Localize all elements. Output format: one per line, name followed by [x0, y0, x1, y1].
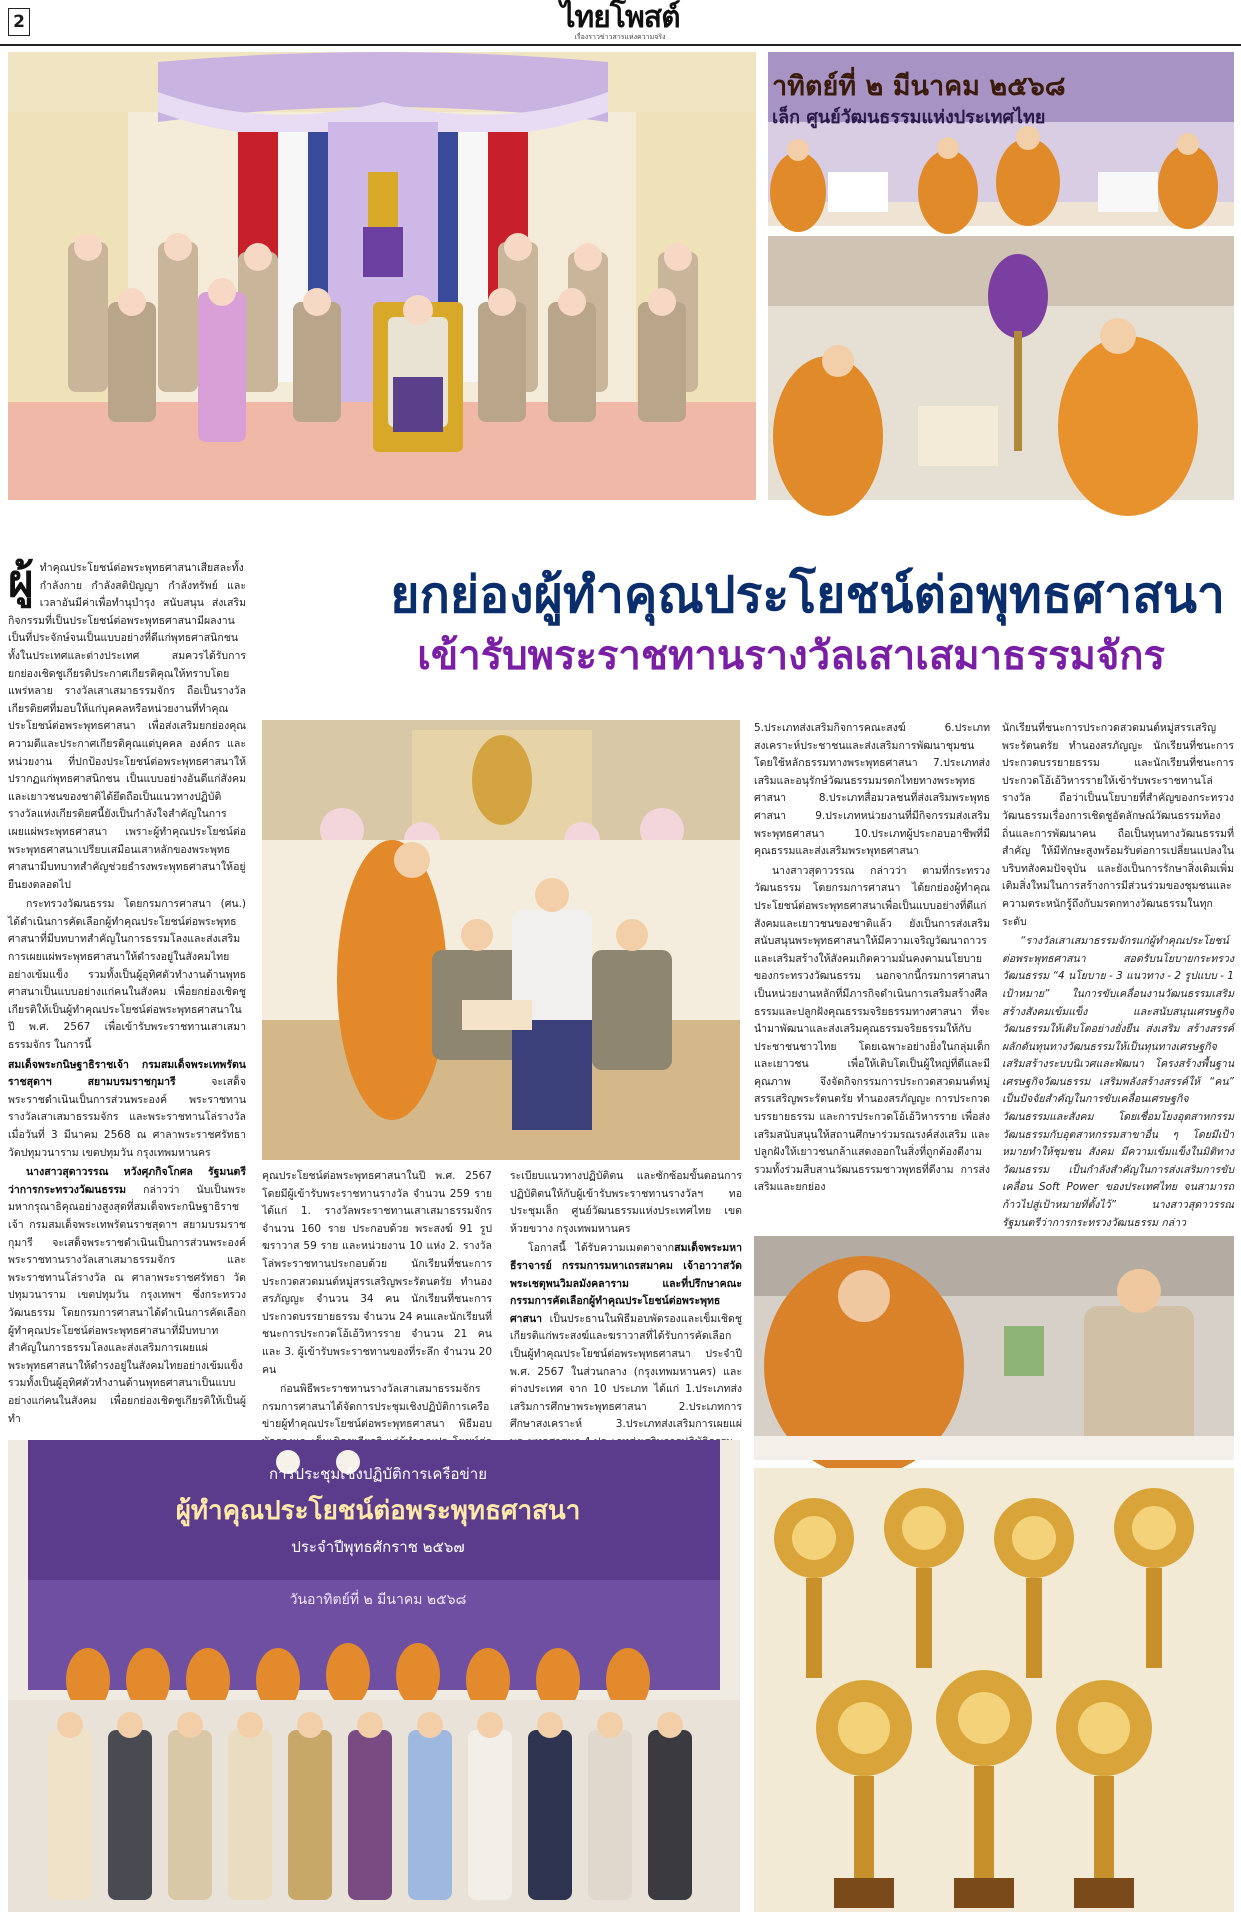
- banner-line1: การประชุมเชิงปฏิบัติการเครือข่าย: [268, 1465, 487, 1483]
- article-paragraph: คุณประโยชน์ต่อพระพุทธศาสนาในปี พ.ศ. 2567 โดยมีผู้เข้ารับพระราชทานรางวัล จำนวน 259 ราย ได้แก่ 1. รางวัลพระราชทานเสาเสมาธรรมจักร จำนวน 160 ราย ประกอบด้วย พระสงฆ์ 91 รูป ฆราวาส 59 ราย และหน่วยงาน 10 แห่ง 2. รางวัลโล่พระราชทานประกอบด้วย นักเรียนที่ชนะการประกวดสวดมนต์หมู่สรรเสริญพระรัตนตรัย ทำนองสรภัญญะ จำนวน 34 คน นักเรียนที่ชนะการประกวดบรรยายธรรม จำนวน 24 คนและนักเรียนที่ชนะการประกวดโอ้เอ้วิหารราย จำนวน 21 คน และ 3. ผู้เข้ารับพระราชทานของที่ระลึก จำนวน 20 คน: [262, 1170, 492, 1376]
- article-bold-royal-title: สมเด็จพระกนิษฐาธิราชเจ้า กรมสมเด็จพระเทพรัตนราชสุดาฯ สยามบรมราชกุมารี: [8, 1058, 246, 1089]
- article-paragraph: โอกาสนี้ ได้รับความเมตตาจาก: [528, 1242, 675, 1255]
- photo-award-presentation: [262, 720, 740, 1160]
- headline-line1: ยกย่องผู้ทำคุณประโยชน์ต่อพุทธศาสนา: [390, 566, 1225, 624]
- dropcap: ผู้: [8, 556, 34, 607]
- article-paragraph: นักเรียนที่ชนะการประกวดสวดมนต์หมู่สรรเสริญพระรัตนตรัย ทำนองสรภัญญะ นักเรียนที่ชนะการประกวดบรรยายธรรม และนักเรียนที่ชนะการประกวดโอ้เอ้วิหารรายให้เข้ารับพระราชทานโล่รางวัล ถือว่าเป็นนโยบายที่สำคัญของกระทรวงวัฒนธรรมเรื่องการเชิดชูอัตลักษณ์วัฒนธรรมท้องถิ่นและการพัฒนาคน ถือเป็นทุนทางวัฒนธรรมที่สำคัญ ให้มีทักษะสูงพร้อมรับต่อการเปลี่ยนแปลงในบริบทสังคมปัจจุบัน และยังเป็นการรักษาสิ่งเดิมเพิ่มเติมสิ่งใหม่ในการสร้างการมีส่วนร่วมของชุมชนและความตระหนักรู้ถึงกับมรดกทางวัฒนธรรมในทุกระดับ: [1002, 722, 1234, 928]
- article-quote: “รางวัลเสาเสมาธรรมจักรแก่ผู้ทำคุณประโยชน์ต่อพระพุทธศาสนา สอดรับนโยบายกระทรวงวัฒนธรรม “4 นโยบาย - 3 แนวทาง - 2 รูปแบบ - 1 เป้าหมาย” ในการขับเคลื่อนงานวัฒนธรรมเสริมสร้างสังคมเข้มแข็ง และสนับสนุนเศรษฐกิจวัฒนธรรมให้เติบโตอย่างยั่งยืน ส่งเสริม สร้างสรรค์ ผลักดันทุนทางวัฒนธรรมให้เป็นทุนทางเศรษฐกิจ เสริมสร้างระบบนิเวศและพัฒนา โครงสร้างพื้นฐานเศรษฐกิจวัฒนธรรม เสริมพลังสร้างสรรค์ให้ “คน” เป็นปัจจัยสำคัญในการขับเคลื่อนเศรษฐกิจวัฒนธรรมและสังคม โดยเชื่อมโยงอุตสาหกรรมวัฒนธรรมกับอุตสาหกรรมสาขาอื่น ๆ โดยมีเป้าหมายทำให้ชุมชน สังคม มีความเข้มแข็งในมิติทางวัฒนธรรม เป็นกำลังสำคัญในการส่งเสริมการขับเคลื่อน Soft Power ของประเทศไทย จนสามารถก้าวไปสู่เป้าหมายที่ตั้งไว้” นางสาวสุดาวรรณ รัฐมนตรีว่าการกระทรวงวัฒนธรรม กล่าว: [1002, 935, 1234, 1229]
- article-column-1: [8, 556, 246, 1562]
- article-column-2: [262, 1168, 492, 1430]
- masthead: [540, 2, 700, 43]
- article-paragraph: ทำคุณประโยชน์ต่อพระพุทธศาสนาเสียสละทั้งกำลังกาย กำลังสติปัญญา กำลังทรัพย์ และเวลาอันมีค่าเพื่อทำนุบำรุง สนับสนุน ส่งเสริมกิจกรรมที่เป็นประโยชน์ต่อพระพุทธศาสนามีผลงานเป็นที่ประจักษ์จนเป็นแบบอย่างที่ดีแก่พุทธศาสนิกชนทั้งในประเทศและต่างประเทศ สมควรได้รับการยกย่องเชิดชูเกียรติประกาศเกียรติคุณให้ทราบโดยแพร่หลาย รางวัลเสาเสมาธรรมจักร ถือเป็นรางวัลเกียรติยศที่มอบให้แก่บุคคลหรือหน่วยงานที่ทำคุณประโยชน์ต่อพระพุทธศาสนา เพื่อส่งเสริมยกย่องคุณความดีและประกาศเกียรติคุณแด่บุคคล องค์กร และหน่วยงาน ที่ปกป้องประโยชน์ต่อพระพุทธศาสนาให้ปรากฏแก่พุทธศาสนิกชน เป็นแบบอย่างอันดีแก่สังคมและเยาวชนของชาติได้ยึดถือเป็นแนวทางปฏิบัติ รางวัลแห่งเกียรติยศนี้ยังเป็นกำลังใจสำคัญในการเผยแผ่พระพุทธศาสนา เพราะผู้ทำคุณประโยชน์ต่อพระพุทธศาสนาเปรียบเสมือนเสาหลักของพระพุทธศาสนามีบทบาทสำคัญช่วยธำรงพระพุทธศาสนาให้อยู่ยืนยงตลอดไป: [8, 562, 246, 891]
- article-column-5: [1002, 720, 1234, 1228]
- article-paragraph: เป็นประธานในพิธีมอบพัดรองและเข็มเชิดชูเกียรติแก่พระสงฆ์และฆราวาสที่ได้รับการคัดเลือกเป็นผู้ทำคุณประโยชน์ต่อพระพุทธศาสนา ประจำปี พ.ศ. 2567 ในส่วนกลาง (กรุงเทพมหานคร) และต่างประเทศ จาก 10 ประเภท ได้แก่ 1.ประเภทส่งเสริมการศึกษาพระพุทธศาสนา 2.ประเภทการศึกษาสงเคราะห์ 3.ประเภทส่งเสริมการเผยแผ่: [510, 1312, 742, 1431]
- article-column-3: [510, 1168, 742, 1430]
- photo-top-right-caption: าทิตย์ที่ ๒ มีนาคม ๒๕๖๘: [772, 71, 1066, 102]
- article-bold-minister: นางสาวสุดาวรรณ หวังศุภกิจโกศล รัฐมนตรีว่าการกระทรวงวัฒนธรรม: [8, 1166, 246, 1196]
- masthead-tagline: เรื่องราวข่าวสารแห่งความจริง: [574, 33, 666, 41]
- article-paragraph: ก่อนพิธีพระราชทานรางวัลเสาเสมาธรรมจักร กรมการศาสนาได้จัดการประชุมเชิงปฏิบัติการเครือข่ายผู้ทำคุณประโยชน์ต่อพระพุทธศาสนา พิธีมอบ: [262, 1383, 492, 1431]
- photo-top-right-caption2: เล็ก ศูนย์วัฒนธรรมแห่งประเทศไทย: [772, 107, 1046, 128]
- photo-golden-awards: [754, 1468, 1234, 1912]
- banner-line4: วันอาทิตย์ที่ ๒ มีนาคม ๒๕๖๘: [289, 1592, 467, 1608]
- article-paragraph: 5.ประเภทส่งเสริมกิจการคณะสงฆ์ 6.ประเภทสงเคราะห์ประชาชนและส่งเสริมการพัฒนาชุมชนโดยใช้หลักธรรมทางพระพุทธศาสนา 7.ประเภทส่งเสริมและอนุรักษ์วัฒนธรรมมรดกไทยทางพระพุทธศาสนา 8.ประเภทสื่อมวลชนที่ส่งเสริมพระพุทธศาสนา 9.ประเภทหน่วยงานที่มีกิจกรรมส่งเสริมพระพุทธศาสนา 10.ประเภทผู้ประกอบอาชีพที่มีคุณธรรมและส่งเสริมพระพุทธศาสนา: [754, 722, 990, 858]
- banner-line3: ประจำปีพุทธศักราช ๒๕๖๗: [291, 1538, 465, 1556]
- headline-line2: เข้ารับพระราชทานรางวัลเสาเสมาธรรมจักร: [417, 633, 1165, 679]
- photo-monk-presenting-fan: [768, 236, 1234, 500]
- article-paragraph: กระทรวงวัฒนธรรม โดยกรมการศาสนา (ศน.) ได้ดำเนินการคัดเลือกผู้ทำคุณประโยชน์ต่อพระพุทธศาสนาที่มีบทบาทสำคัญในการธรรมโลงและส่งเสริมการเผยแผ่พระพุทธศาสนาให้ดำรงอยู่ในสังคมไทยอย่างเข้มแข็ง รวมทั้งเป็นผู้อุทิศตัวทำงานด้านพุทธศาสนาเป็นแบบอย่างแก่คนในสังคม เพื่อยกย่องเชิดชูเกียรติให้เป็นผู้ทำคุณประโยชน์ต่อพระพุทธศาสนาในปี พ.ศ. 2567 เพื่อเข้ารับพระราชทานเสาเสมาธรรมจักร ในการนี้: [8, 898, 246, 1052]
- photo-monks-reading: [768, 52, 1234, 226]
- workshop-banner: [48, 1462, 708, 1611]
- article-paragraph: ระเบียบแนวทางปฏิบัติตน และซักซ้อมขั้นตอนการปฏิบัติตนให้กับผู้เข้ารับพระราชทานรางวัลฯ ทอประชุมเล็ก ศูนย์วัฒนธรรมแห่งประเทศไทย เขตห้วยขวาง กรุงเทพมหานคร: [510, 1170, 742, 1235]
- photo-monk-giving-award: [754, 1236, 1234, 1460]
- header-rule: [0, 44, 1241, 46]
- masthead-logo: ไทยโพสต์: [560, 0, 680, 35]
- article-paragraph: กล่าวว่า นับเป็นพระมหากรุณาธิคุณอย่างสูงสุดที่สมเด็จพระกนิษฐาธิราชเจ้า กรมสมเด็จพระเทพรัตนราชสุดาฯ สยามบรมราชกุมารี จะเสด็จพระราชดำเนินเป็นการส่วนพระองค์ พระราชทานรางวัลเสาเสมาธรรมจักร และพระราชทานโล่รางวัล ณ ศาลาพระราชศรัทธา วัดปทุมวนาราม เขตปทุมวัน กรุงเทพฯ ซึ่งกระทรวงวัฒนธรรม โดยกรมการศาสนาได้ดำเนินการคัดเลือกผู้ทำคุณประโยชน์ต่อพระพุทธศาสนาที่มีบทบาทสำคัญในการธรรมโลงและส่งเสริมการเผยแผ่พระพุทธศาสนาให้ดำรงอยู่ในสังคมไทยอย่างเข้มแข็ง รวมทั้งเป็นผู้อุทิศตัวทำงานด้านพุทธศาสนาเป็นแบบอย่างแก่คนในสังคม เพื่อยกย่องเชิดชูเกียรติให้เป็นผู้ทำ: [8, 1183, 246, 1425]
- photo-ceremony-group: [8, 52, 756, 500]
- article-column-4: [754, 720, 990, 1228]
- article-paragraph: จะเสด็จพระราชดำเนินเป็นการส่วนพระองค์ พระราชทานรางวัลเสาเสมาธรรมจักร และพระราชทานโล่รางวัล เมื่อวันที่ 3 มีนาคม 2568 ณ ศาลาพระราชศรัทธา วัดปทุมวนาราม เขตปทุมวัน กรุงเทพมหานคร: [8, 1076, 246, 1159]
- banner-line2: ผู้ทำคุณประโยชน์ต่อพระพุทธศาสนา: [175, 1496, 581, 1526]
- photo-workshop-group: [8, 1440, 740, 1912]
- article-bold-supreme-patriarch: สมเด็จพระมหาธีราจารย์ กรรมการมหาเถรสมาคม เจ้าอาวาสวัดพระเชตุพนวิมลมังคลาราม และที่ปรึกษาคณะกรรมการคัดเลือกผู้ทำคุณประโยชน์ต่อพระพุทธศาสนา: [510, 1242, 742, 1325]
- article-paragraph: นางสาวสุดาวรรณ กล่าวว่า ตามที่กระทรวงวัฒนธรรม โดยกรมการศาสนา ได้ยกย่องผู้ทำคุณประโยชน์ต่อพระพุทธศาสนาเพื่อเป็นแบบอย่างที่ดีแก่สังคมและเยาวชนของชาติแล้ว ยังเป็นการส่งเสริมสนับสนุนพระพุทธศาสนาให้มีความเจริญวัฒนาถาวร และเสริมสร้างให้สังคมเกิดความมั่นคงตามนโยบายของกระทรวงวัฒนธรรม นอกจากนี้กรมการศาสนา เป็นหน่วยงานหลักที่มีภารกิจดำเนินการเสริมสร้างศีลธรรมและปลูกฝังคุณธรรมจริยธรรมทางศาสนา ที่จะนำมาพัฒนาและส่งเสริมคุณธรรมจริยธรรมให้กับประชาชนชาวไทย โดยเฉพาะอย่างยิ่งในกลุ่มเด็กและเยาวชน เพื่อให้เติบโตเป็นผู้ใหญ่ที่ดีและมีคุณภาพ จึงจัดกิจกรรมการประกวดสวดมนต์หมู่สรรเสริญพระรัตนตรัย ทำนองสรภัญญะ การประกวดบรรยายธรรม และการประกวดโอ้เอ้วิหารราย เพื่อส่งเสริมสนับสนุนให้สถานศึกษาร่วมรณรงค์ส่งเสริม และปลูกฝังให้เยาวชนกล้าแสดงออกในสิ่งที่ถูกต้องดีงาม รวมทั้งร่วมสืบสานวัฒนธรรมชาวพุทธที่ดีงาม การส่งเสริมและยกย่อง: [754, 864, 990, 1194]
- headline: [305, 564, 1225, 686]
- page-number: 2: [8, 8, 30, 36]
